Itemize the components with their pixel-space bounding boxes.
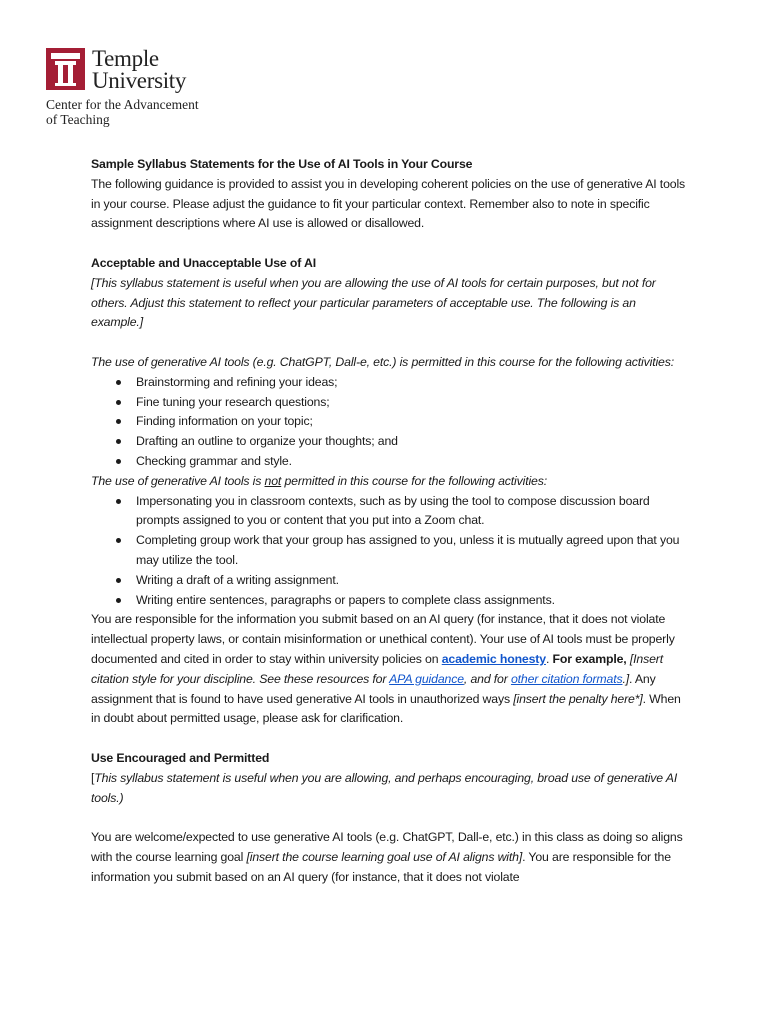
other-citation-formats-link[interactable]: other citation formats bbox=[510, 671, 623, 686]
intro-paragraph: The following guidance is provided to assist you in developing coherent policies on the use of generative AI tools in your course. Please adjust the guidance to fit your particular context. Remember also to note in specific assignment descriptions where AI use is allowed or disallowed. bbox=[91, 176, 686, 231]
not-emphasis: not bbox=[264, 473, 282, 488]
list-item: Writing a draft of a writing assignment. bbox=[136, 571, 691, 591]
logo-name-line2: University bbox=[92, 68, 187, 93]
list-item: Impersonating you in classroom contexts, such as by using the tool to compose discussion board prompts assigned to you or content that you put into a Zoom chat. bbox=[136, 492, 691, 532]
list-item: Checking grammar and style. bbox=[136, 452, 691, 472]
responsibility-paragraph: You are responsible for the information you submit based on an AI query (for instance, that it does not violate intellectual property laws, or contain misinformation or unethical content). Your use of AI tools must be properly documented and cited in order to stay within university policies on academic honesty. For example, [Insert citation style for your discipline. See these resources for APA guidance, and for other citation formats.]. Any assignment that is found to have used generative AI tools in unauthorized ways [insert the penalty here*]. When in doubt about permitted usage, please ask for clarification. bbox=[91, 612, 681, 726]
apa-guidance-link[interactable]: APA guidance bbox=[389, 671, 464, 686]
list-item: Writing entire sentences, paragraphs or papers to complete class assignments. bbox=[136, 591, 691, 611]
list-item: Drafting an outline to organize your thoughts; and bbox=[136, 432, 691, 452]
section2-heading: Use Encouraged and Permitted bbox=[91, 750, 270, 765]
temple-logo bbox=[46, 48, 246, 128]
logo-sub-line2: of Teaching bbox=[46, 112, 110, 127]
encouraged-paragraph: You are welcome/expected to use generative AI tools (e.g. ChatGPT, Dall-e, etc.) in this class as doing so aligns with the course learning goal [insert the course learning goal use of AI aligns with]. You are responsible for the information you submit based on an AI query (for instance, that it does not violate bbox=[91, 830, 683, 884]
section1-note: [This syllabus statement is useful when you are allowing the use of AI tools for certain purposes, but not for others. Adjust this statement to reflect your particular parameters of acceptable use. The following is an example.] bbox=[91, 275, 656, 330]
not-permitted-list bbox=[91, 492, 691, 611]
document-title: Sample Syllabus Statements for the Use of AI Tools in Your Course bbox=[91, 157, 473, 171]
logo-sub-line1: Center for the Advancement bbox=[46, 97, 199, 112]
not-permitted-intro: The use of generative AI tools is not permitted in this course for the following activities: bbox=[91, 473, 548, 488]
list-item: Fine tuning your research questions; bbox=[136, 393, 691, 413]
document-body bbox=[91, 155, 691, 887]
list-item: Finding information on your topic; bbox=[136, 412, 691, 432]
temple-t-logo-icon bbox=[46, 48, 85, 90]
logo-name-line1: Temple bbox=[92, 46, 159, 71]
section2-note: [This syllabus statement is useful when you are allowing, and perhaps encouraging, broad use of generative AI tools.) bbox=[91, 770, 678, 805]
permitted-intro: The use of generative AI tools (e.g. ChatGPT, Dall-e, etc.) is permitted in this course for the following activities: bbox=[91, 354, 674, 369]
section1-heading: Acceptable and Unacceptable Use of AI bbox=[91, 255, 316, 270]
university-name bbox=[92, 48, 186, 92]
center-name bbox=[46, 97, 199, 127]
list-item: Brainstorming and refining your ideas; bbox=[136, 373, 691, 393]
academic-honesty-link[interactable]: academic honesty bbox=[441, 651, 546, 666]
list-item: Completing group work that your group has assigned to you, unless it is mutually agreed upon that you may utilize the tool. bbox=[136, 531, 691, 571]
permitted-list bbox=[91, 373, 691, 472]
